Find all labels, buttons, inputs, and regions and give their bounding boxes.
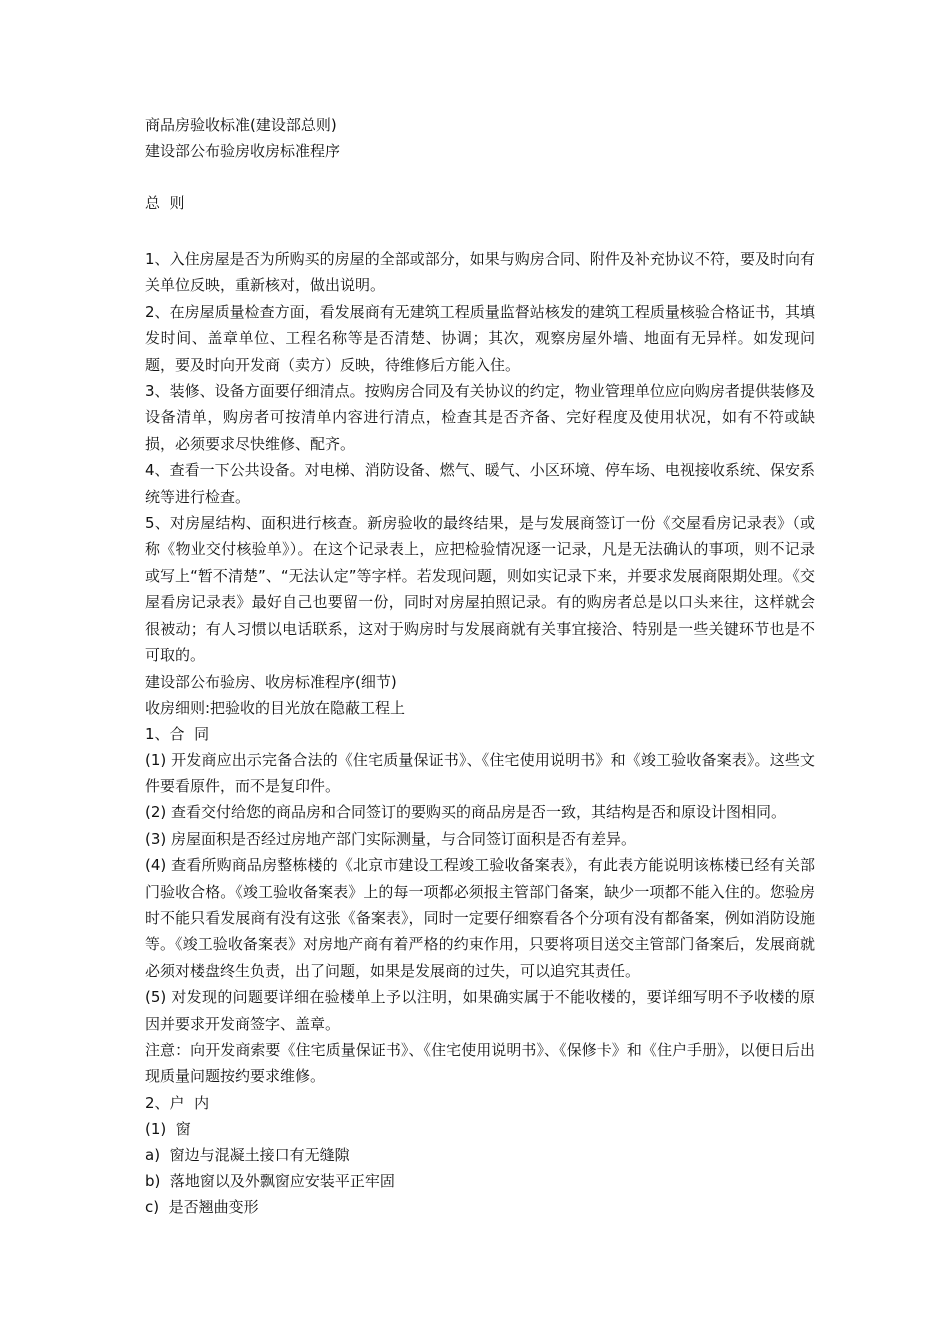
- document-subtitle: 建设部公布验房收房标准程序: [145, 142, 341, 160]
- contract-item-3: (3) 房屋面积是否经过房地产部门实际测量，与合同签订面积是否有差异。: [145, 829, 637, 848]
- section2-heading: 2、户 内: [145, 1093, 210, 1112]
- general-item-5: 5、对房屋结构、面积进行核查。新房验收的最终结果，是与发展商签订一份《交屋看房记录表》（或称《物业交付核验单》）。在这个记录表上，应把检验情况逐一记录，凡是无法确认的事项，则不记录或写上“暂不清楚”、“无法认定”等字样。若发现问题，则如实记录下来，并要求发展商限期处理。《交屋看房记录表》最好自己也要留一份，同时对房屋拍照记录。有的购房者总是以口头来往，这样就会很被动；有人习惯以电话联系，这对于购房时与发展商就有关事宜接洽、特别是一些关键环节也是不可取的。: [145, 514, 815, 665]
- window-heading: (1) 窗: [145, 1119, 191, 1138]
- detail-subtitle: 收房细则:把验收的目光放在隐蔽工程上: [145, 698, 406, 717]
- contract-item-1: (1) 开发商应出示完备合法的《住宅质量保证书》、《住宅使用说明书》和《竣工验收备案表》。这些文件要看原件，而不是复印件。: [145, 750, 815, 795]
- general-item-1: 1、入住房屋是否为所购买的房屋的全部或部分，如果与购房合同、附件及补充协议不符，要及时向有关单位反映，重新核对，做出说明。: [145, 250, 815, 295]
- general-heading: 总 则: [145, 194, 185, 212]
- window-item-a: a) 窗边与混凝土接口有无缝隙: [145, 1145, 350, 1164]
- spacer: [145, 216, 815, 246]
- document-title: 商品房验收标准(建设部总则): [145, 116, 337, 134]
- contract-item-2: (2) 查看交付给您的商品房和合同签订的要购买的商品房是否一致，其结构是否和原设计图相同。: [145, 803, 787, 822]
- window-item-c: c) 是否翘曲变形: [145, 1197, 259, 1216]
- spacer: [145, 164, 815, 190]
- contract-note: 注意：向开发商索要《住宅质量保证书》、《住宅使用说明书》、《保修卡》和《住户手册》，以便日后出现质量问题按约要求维修。: [145, 1040, 815, 1086]
- general-item-2: 2、在房屋质量检查方面，看发展商有无建筑工程质量监督站核发的建筑工程质量核验合格证书，其填发时间、盖章单位、工程名称等是否清楚、协调；其次，观察房屋外墙、地面有无异样。如发现问题，要及时向开发商（卖方）反映，待维修后方能入住。: [145, 302, 815, 374]
- general-item-3: 3、装修、设备方面要仔细清点。按购房合同及有关协议的约定，物业管理单位应向购房者提供装修及设备清单，购房者可按清单内容进行清点，检查其是否齐备、完好程度及使用状况，如有不符或缺损，必须要求尽快维修、配齐。: [145, 382, 815, 453]
- detail-title: 建设部公布验房、收房标准程序(细节): [145, 672, 397, 691]
- section1-heading: 1、合 同: [145, 724, 210, 743]
- window-item-b: b) 落地窗以及外飘窗应安装平正牢固: [145, 1171, 395, 1190]
- contract-item-5: (5) 对发现的问题要详细在验楼单上予以注明，如果确实属于不能收楼的，要详细写明不予收楼的原因并要求开发商签字、盖章。: [145, 988, 815, 1033]
- general-item-4: 4、查看一下公共设备。对电梯、消防设备、燃气、暖气、小区环境、停车场、电视接收系统、保安系统等进行检查。: [145, 461, 815, 506]
- document-page: [145, 112, 815, 1220]
- contract-item-4: (4) 查看所购商品房整栋楼的《北京市建设工程竣工验收备案表》，有此表方能说明该栋楼已经有关部门验收合格。《竣工验收备案表》上的每一项都必须报主管部门备案，缺少一项都不能入住的。您验房时不能只看发展商有没有这张《备案表》，同时一定要仔细察看各个分项有没有都备案，例如消防设施等。《竣工验收备案表》对房地产商有着严格的约束作用，只要将项目送交主管部门备案后，发展商就必须对楼盘终生负责，出了问题，如果是发展商的过失，可以追究其责任。: [145, 856, 815, 980]
